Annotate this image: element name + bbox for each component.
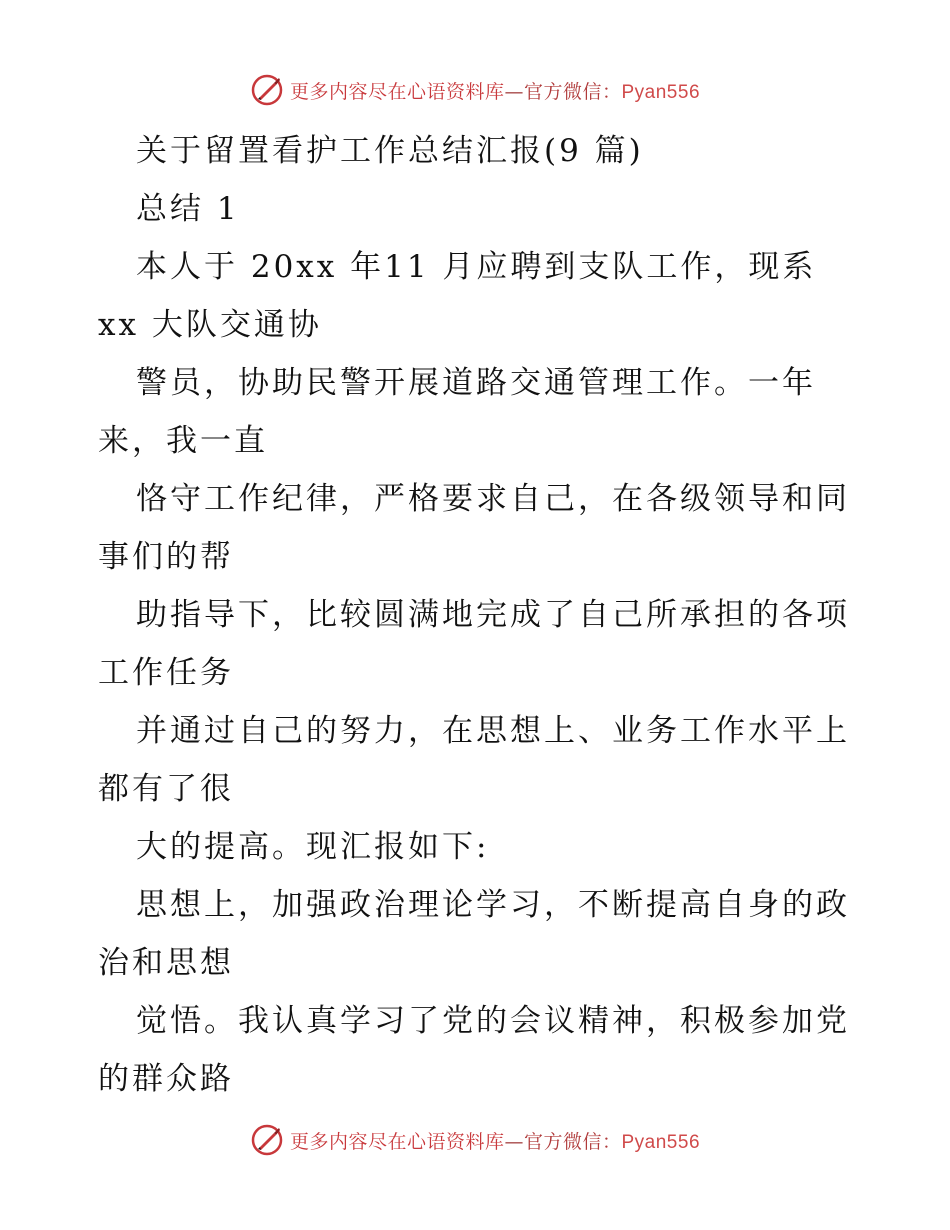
text-line: 工作任务 (98, 655, 234, 691)
footer-banner (0, 1120, 950, 1160)
text-line: 本人于 20xx 年11 月应聘到支队工作，现系 (136, 249, 817, 285)
text-line: 觉悟。我认真学习了党的会议精神，积极参加党 (136, 1003, 850, 1039)
text-line: 关于留置看护工作总结汇报(9 篇) (136, 133, 644, 169)
banner-text (290, 1127, 700, 1154)
banner-main-text: 更多内容尽在心语资料库 (289, 1130, 505, 1153)
header-banner (0, 70, 950, 110)
text-line: 事们的帮 (98, 539, 234, 575)
quill-pen-logo-icon (250, 73, 284, 107)
text-line: 并通过自己的努力，在思想上、业务工作水平上 (136, 713, 850, 749)
text-line: 的群众路 (98, 1061, 234, 1097)
banner-separator: — (504, 1130, 524, 1153)
text-line: 总结 1 (136, 191, 240, 227)
banner-text (290, 77, 700, 104)
banner-separator: — (504, 80, 524, 103)
text-line: 大的提高。现汇报如下: (136, 829, 490, 865)
quill-pen-logo-icon (250, 1123, 284, 1157)
text-line: 来，我一直 (98, 423, 268, 459)
text-line: 恪守工作纪律，严格要求自己，在各级领导和同 (136, 481, 850, 517)
banner-wechat-label: 官方微信： (523, 1130, 622, 1153)
text-line: xx 大队交通协 (98, 307, 322, 343)
text-line: 助指导下，比较圆满地完成了自己所承担的各项 (136, 597, 850, 633)
text-line: 治和思想 (98, 945, 234, 981)
banner-wechat-label: 官方微信： (523, 80, 622, 103)
text-line: 警员，协助民警开展道路交通管理工作。一年 (136, 365, 816, 401)
banner-main-text: 更多内容尽在心语资料库 (289, 80, 505, 103)
text-line: 思想上，加强政治理论学习，不断提高自身的政 (136, 887, 850, 923)
document-body (98, 122, 858, 1108)
text-line: 都有了很 (98, 771, 234, 807)
banner-wechat-id: Pyan556 (621, 81, 701, 103)
banner-wechat-id: Pyan556 (621, 1131, 701, 1153)
